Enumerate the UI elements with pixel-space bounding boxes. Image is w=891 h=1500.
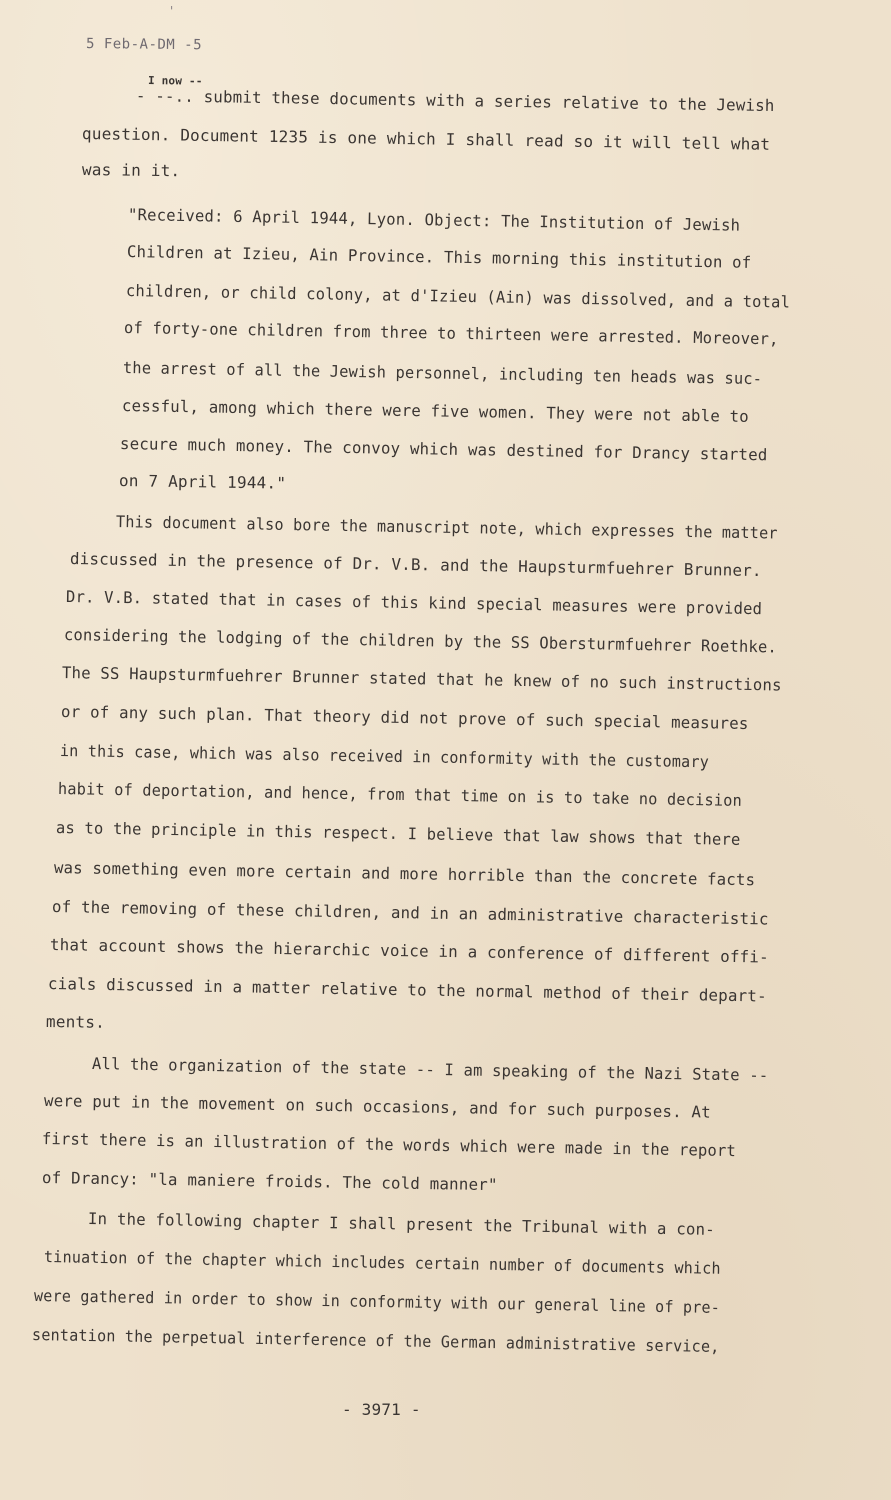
text-line-2: question. Document 1235 is one which I shall read so it will tell what xyxy=(81,124,771,154)
page-reference: 5 Feb-A-DM -5 xyxy=(85,36,203,54)
text-line-26: All the organization of the state -- I am speaking of the Nazi State -- xyxy=(91,1054,769,1085)
text-line-12: This document also bore the manuscript note, which expresses the matter xyxy=(115,512,778,543)
text-line-16: The SS Haupsturmfuehrer Brunner stated that he knew of no such instructions xyxy=(61,663,782,695)
text-line-23: that account shows the hierarchic voice in a conference of different offi- xyxy=(49,935,769,967)
text-line-14: Dr. V.B. stated that in cases of this kind special measures were provided xyxy=(65,587,763,619)
text-line-19: habit of deportation, and hence, from that time on is to take no decision xyxy=(57,779,743,810)
text-line-7: of forty-one children from three to thirteen were arrested. Moreover, xyxy=(123,318,779,349)
text-line-17: or of any such plan. That theory did not prove of such special measures xyxy=(60,702,749,733)
text-line-30: In the following chapter I shall present the Tribunal with a con- xyxy=(87,1209,716,1239)
margin-mark: ' xyxy=(168,4,176,18)
text-line-31: tinuation of the chapter which includes certain number of documents which xyxy=(43,1247,721,1278)
text-line-32: were gathered in order to show in conformity with our general line of pre- xyxy=(33,1286,721,1317)
text-line-22: of the removing of these children, and in an administrative characteristic xyxy=(51,897,769,929)
text-line-6: children, or child colony, at d'Izieu (Ain) was dissolved, and a total xyxy=(125,281,791,312)
text-line-28: first there is an illustration of the words which were made in the report xyxy=(41,1129,737,1161)
text-line-8: the arrest of all the Jewish personnel, including ten heads was suc- xyxy=(122,358,763,389)
text-line-24: cials discussed in a matter relative to the normal method of their depart- xyxy=(47,974,767,1006)
text-line-4: "Received: 6 April 1944, Lyon. Object: The Institution of Jewish xyxy=(127,205,741,235)
text-line-29: of Drancy: "la maniere froids. The cold manner" xyxy=(41,1168,498,1195)
text-line-13: discussed in the presence of Dr. V.B. and the Haupsturmfuehrer Brunner. xyxy=(69,549,762,581)
text-line-9: cessful, among which there were five women. They were not able to xyxy=(121,396,750,426)
text-line-11: on 7 April 1944." xyxy=(118,471,287,493)
text-line-15: considering the lodging of the children by the SS Obersturmfuehrer Roethke. xyxy=(63,625,778,657)
text-line-33: sentation the perpetual interference of the German administrative service, xyxy=(31,1325,720,1356)
text-line-10: secure much money. The convoy which was destined for Drancy started xyxy=(119,434,768,465)
text-line-25: ments. xyxy=(45,1012,106,1032)
text-line-21: was something even more certain and more horrible than the concrete facts xyxy=(53,858,756,890)
text-line-18: in this case, which was also received in conformity with the customary xyxy=(59,741,710,772)
text-line-27: were put in the movement on such occasions, and for such purposes. At xyxy=(43,1091,711,1122)
text-line-1: - --.. submit these documents with a series relative to the Jewish xyxy=(135,86,775,116)
page-number: - 3971 - xyxy=(342,1400,421,1419)
text-line-3: was in it. xyxy=(81,160,181,181)
text-line-20: as to the principle in this respect. I believe that law shows that there xyxy=(55,818,741,849)
text-line-5: Children at Izieu, Ain Province. This morning this institution of xyxy=(126,242,752,272)
overtyped-text: I now -- xyxy=(147,74,203,88)
